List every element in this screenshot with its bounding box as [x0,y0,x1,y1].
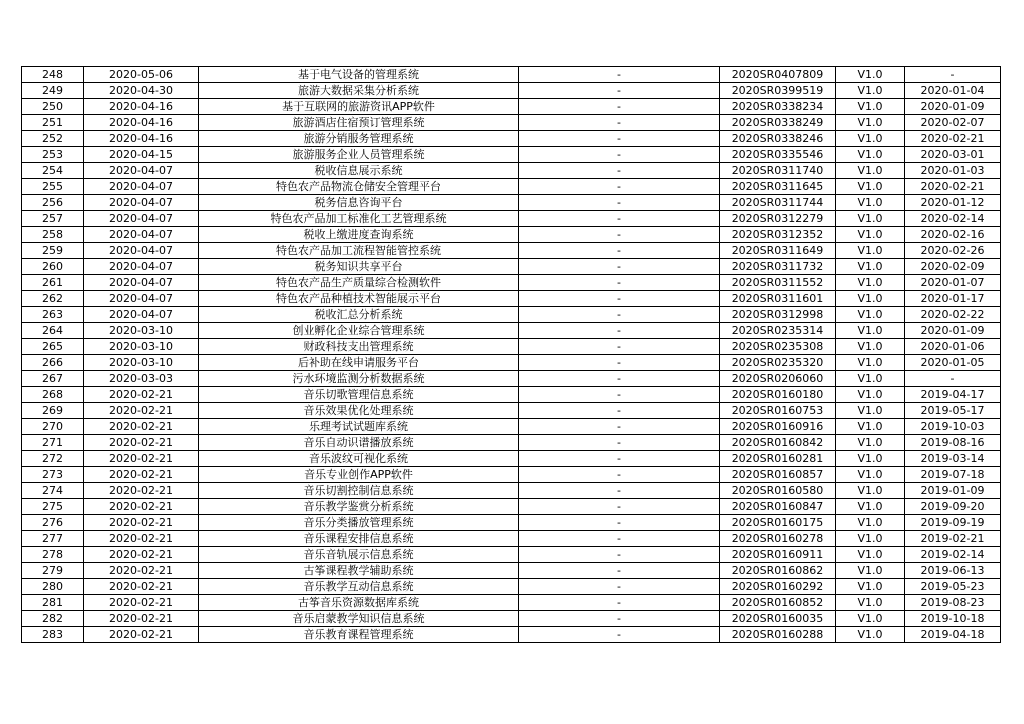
row-number: 282 [22,611,84,627]
registration-date: 2020-02-21 [84,595,199,611]
table-row [22,227,1001,243]
dash-cell: - [519,403,720,419]
row-number: 265 [22,339,84,355]
publish-date: 2020-01-12 [905,195,1001,211]
software-name: 古筝课程教学辅助系统 [199,563,519,579]
software-name: 音乐切割控制信息系统 [199,483,519,499]
version: V1.0 [836,147,905,163]
dash-cell: - [519,339,720,355]
table-row [22,403,1001,419]
software-name: 音乐教学互动信息系统 [199,579,519,595]
registration-date: 2020-04-07 [84,227,199,243]
dash-cell: - [519,147,720,163]
software-name: 音乐效果优化处理系统 [199,403,519,419]
table-row [22,579,1001,595]
registration-number: 2020SR0338246 [720,131,836,147]
row-number: 259 [22,243,84,259]
table-row [22,371,1001,387]
dash-cell: - [519,371,720,387]
dash-cell: - [519,275,720,291]
table-row [22,131,1001,147]
version: V1.0 [836,115,905,131]
registration-number: 2020SR0311732 [720,259,836,275]
version: V1.0 [836,579,905,595]
publish-date: 2019-08-16 [905,435,1001,451]
registration-number: 2020SR0312352 [720,227,836,243]
software-name: 旅游分销服务管理系统 [199,131,519,147]
row-number: 279 [22,563,84,579]
registration-date: 2020-04-16 [84,115,199,131]
version: V1.0 [836,547,905,563]
registration-number: 2020SR0160278 [720,531,836,547]
registration-date: 2020-02-21 [84,483,199,499]
version: V1.0 [836,611,905,627]
table-row [22,611,1001,627]
registration-number: 2020SR0160281 [720,451,836,467]
dash-cell: - [519,499,720,515]
row-number: 283 [22,627,84,643]
registration-date: 2020-04-07 [84,307,199,323]
registration-number: 2020SR0160753 [720,403,836,419]
version: V1.0 [836,451,905,467]
registration-date: 2020-02-21 [84,547,199,563]
publish-date: 2020-02-26 [905,243,1001,259]
software-name: 污水环境监测分析数据系统 [199,371,519,387]
version: V1.0 [836,467,905,483]
registration-date: 2020-04-07 [84,195,199,211]
dash-cell: - [519,467,720,483]
table-row [22,483,1001,499]
table-row [22,355,1001,371]
registration-date: 2020-03-10 [84,339,199,355]
table-row [22,243,1001,259]
registration-date: 2020-03-10 [84,355,199,371]
registration-number: 2020SR0160852 [720,595,836,611]
dash-cell: - [519,67,720,83]
publish-date: 2020-03-01 [905,147,1001,163]
publish-date: 2020-01-07 [905,275,1001,291]
dash-cell: - [519,291,720,307]
table-row [22,115,1001,131]
publish-date: 2019-01-09 [905,483,1001,499]
row-number: 261 [22,275,84,291]
table-row [22,419,1001,435]
registration-number: 2020SR0160916 [720,419,836,435]
version: V1.0 [836,291,905,307]
version: V1.0 [836,83,905,99]
registration-number: 2020SR0160857 [720,467,836,483]
software-name: 旅游服务企业人员管理系统 [199,147,519,163]
publish-date: 2020-02-16 [905,227,1001,243]
software-name: 音乐教育课程管理系统 [199,627,519,643]
dash-cell: - [519,211,720,227]
row-number: 250 [22,99,84,115]
publish-date: 2019-02-14 [905,547,1001,563]
publish-date: 2020-02-22 [905,307,1001,323]
version: V1.0 [836,371,905,387]
publish-date: 2020-02-14 [905,211,1001,227]
table-row [22,323,1001,339]
version: V1.0 [836,435,905,451]
publish-date: 2019-04-17 [905,387,1001,403]
version: V1.0 [836,531,905,547]
software-copyright-table [21,66,1001,643]
registration-date: 2020-04-07 [84,211,199,227]
row-number: 263 [22,307,84,323]
table-row [22,499,1001,515]
software-name: 创业孵化企业综合管理系统 [199,323,519,339]
table-row [22,195,1001,211]
registration-number: 2020SR0235320 [720,355,836,371]
software-name: 旅游酒店住宿预订管理系统 [199,115,519,131]
registration-number: 2020SR0160842 [720,435,836,451]
registration-date: 2020-02-21 [84,579,199,595]
table-row [22,531,1001,547]
registration-number: 2020SR0160580 [720,483,836,499]
registration-date: 2020-02-21 [84,451,199,467]
publish-date: 2020-01-05 [905,355,1001,371]
publish-date: - [905,371,1001,387]
version: V1.0 [836,195,905,211]
publish-date: 2019-10-03 [905,419,1001,435]
table-row [22,259,1001,275]
software-name: 特色农产品种植技术智能展示平台 [199,291,519,307]
dash-cell: - [519,531,720,547]
software-name: 税务知识共享平台 [199,259,519,275]
version: V1.0 [836,323,905,339]
registration-date: 2020-05-06 [84,67,199,83]
row-number: 260 [22,259,84,275]
registration-date: 2020-02-21 [84,435,199,451]
table-row [22,291,1001,307]
registration-date: 2020-02-21 [84,627,199,643]
publish-date: 2019-05-17 [905,403,1001,419]
row-number: 254 [22,163,84,179]
registration-number: 2020SR0311645 [720,179,836,195]
software-name: 音乐分类播放管理系统 [199,515,519,531]
row-number: 273 [22,467,84,483]
registration-number: 2020SR0311744 [720,195,836,211]
registration-number: 2020SR0312279 [720,211,836,227]
dash-cell: - [519,99,720,115]
registration-date: 2020-03-10 [84,323,199,339]
dash-cell: - [519,83,720,99]
publish-date: 2020-01-09 [905,99,1001,115]
dash-cell: - [519,611,720,627]
registration-number: 2020SR0160292 [720,579,836,595]
row-number: 272 [22,451,84,467]
publish-date: 2020-01-03 [905,163,1001,179]
registration-date: 2020-03-03 [84,371,199,387]
dash-cell: - [519,307,720,323]
dash-cell: - [519,563,720,579]
row-number: 274 [22,483,84,499]
publish-date: 2019-07-18 [905,467,1001,483]
registration-date: 2020-02-21 [84,611,199,627]
version: V1.0 [836,67,905,83]
dash-cell: - [519,355,720,371]
table-row [22,627,1001,643]
table-row [22,547,1001,563]
registration-number: 2020SR0311601 [720,291,836,307]
version: V1.0 [836,483,905,499]
registration-number: 2020SR0312998 [720,307,836,323]
dash-cell: - [519,243,720,259]
publish-date: 2019-05-23 [905,579,1001,595]
row-number: 268 [22,387,84,403]
registration-number: 2020SR0160035 [720,611,836,627]
table-row [22,387,1001,403]
software-name: 基于电气设备的管理系统 [199,67,519,83]
software-name: 音乐启蒙教学知识信息系统 [199,611,519,627]
row-number: 249 [22,83,84,99]
software-name: 基于互联网的旅游资讯APP软件 [199,99,519,115]
software-name: 税收信息展示系统 [199,163,519,179]
registration-date: 2020-02-21 [84,515,199,531]
registration-number: 2020SR0311552 [720,275,836,291]
table-row [22,307,1001,323]
row-number: 255 [22,179,84,195]
registration-date: 2020-02-21 [84,467,199,483]
publish-date: 2019-09-20 [905,499,1001,515]
registration-date: 2020-02-21 [84,387,199,403]
version: V1.0 [836,243,905,259]
dash-cell: - [519,227,720,243]
table-row [22,67,1001,83]
registration-number: 2020SR0338249 [720,115,836,131]
version: V1.0 [836,595,905,611]
registration-number: 2020SR0335546 [720,147,836,163]
registration-date: 2020-02-21 [84,499,199,515]
row-number: 253 [22,147,84,163]
dash-cell: - [519,259,720,275]
dash-cell: - [519,547,720,563]
registration-date: 2020-04-16 [84,131,199,147]
publish-date: 2020-01-17 [905,291,1001,307]
row-number: 252 [22,131,84,147]
registration-number: 2020SR0399519 [720,83,836,99]
registration-date: 2020-04-16 [84,99,199,115]
registration-number: 2020SR0160175 [720,515,836,531]
version: V1.0 [836,227,905,243]
row-number: 266 [22,355,84,371]
software-name: 音乐自动识谱播放系统 [199,435,519,451]
publish-date: 2019-06-13 [905,563,1001,579]
software-name: 音乐波纹可视化系统 [199,451,519,467]
registration-date: 2020-02-21 [84,403,199,419]
dash-cell: - [519,595,720,611]
software-name: 财政科技支出管理系统 [199,339,519,355]
software-name: 特色农产品加工流程智能管控系统 [199,243,519,259]
row-number: 262 [22,291,84,307]
registration-date: 2020-02-21 [84,419,199,435]
row-number: 267 [22,371,84,387]
dash-cell: - [519,195,720,211]
registration-date: 2020-04-15 [84,147,199,163]
registration-date: 2020-04-07 [84,243,199,259]
row-number: 271 [22,435,84,451]
version: V1.0 [836,211,905,227]
registration-date: 2020-04-07 [84,259,199,275]
row-number: 251 [22,115,84,131]
publish-date: 2019-10-18 [905,611,1001,627]
table-row [22,179,1001,195]
software-name: 乐理考试试题库系统 [199,419,519,435]
version: V1.0 [836,627,905,643]
version: V1.0 [836,339,905,355]
registration-date: 2020-02-21 [84,531,199,547]
dash-cell: - [519,115,720,131]
software-name: 音乐音轨展示信息系统 [199,547,519,563]
registration-number: 2020SR0311649 [720,243,836,259]
version: V1.0 [836,275,905,291]
publish-date: 2020-02-07 [905,115,1001,131]
version: V1.0 [836,355,905,371]
table-body [22,67,1001,643]
publish-date: 2019-03-14 [905,451,1001,467]
table-row [22,435,1001,451]
registration-number: 2020SR0160180 [720,387,836,403]
row-number: 278 [22,547,84,563]
software-name: 古筝音乐资源数据库系统 [199,595,519,611]
software-name: 特色农产品生产质量综合检测软件 [199,275,519,291]
registration-number: 2020SR0235308 [720,339,836,355]
registration-number: 2020SR0235314 [720,323,836,339]
registration-number: 2020SR0160847 [720,499,836,515]
version: V1.0 [836,163,905,179]
registration-date: 2020-04-30 [84,83,199,99]
version: V1.0 [836,419,905,435]
publish-date: 2020-02-09 [905,259,1001,275]
version: V1.0 [836,179,905,195]
dash-cell: - [519,179,720,195]
table-row [22,595,1001,611]
dash-cell: - [519,515,720,531]
publish-date: - [905,67,1001,83]
publish-date: 2020-02-21 [905,131,1001,147]
version: V1.0 [836,515,905,531]
table-row [22,451,1001,467]
row-number: 275 [22,499,84,515]
dash-cell: - [519,579,720,595]
software-name: 旅游大数据采集分析系统 [199,83,519,99]
dash-cell: - [519,323,720,339]
dash-cell: - [519,435,720,451]
dash-cell: - [519,483,720,499]
dash-cell: - [519,163,720,179]
software-name: 音乐专业创作APP软件 [199,467,519,483]
table-row [22,163,1001,179]
software-name: 音乐课程安排信息系统 [199,531,519,547]
registration-date: 2020-02-21 [84,563,199,579]
version: V1.0 [836,259,905,275]
table-row [22,339,1001,355]
dash-cell: - [519,627,720,643]
dash-cell: - [519,451,720,467]
row-number: 248 [22,67,84,83]
table-row [22,211,1001,227]
table-row [22,275,1001,291]
version: V1.0 [836,403,905,419]
version: V1.0 [836,563,905,579]
dash-cell: - [519,419,720,435]
row-number: 280 [22,579,84,595]
table-row [22,99,1001,115]
publish-date: 2020-02-21 [905,179,1001,195]
version: V1.0 [836,307,905,323]
version: V1.0 [836,131,905,147]
software-name: 后补助在线申请服务平台 [199,355,519,371]
registration-number: 2020SR0338234 [720,99,836,115]
registration-date: 2020-04-07 [84,163,199,179]
row-number: 264 [22,323,84,339]
registration-number: 2020SR0160862 [720,563,836,579]
row-number: 256 [22,195,84,211]
row-number: 281 [22,595,84,611]
row-number: 276 [22,515,84,531]
registration-number: 2020SR0407809 [720,67,836,83]
publish-date: 2020-01-04 [905,83,1001,99]
registration-number: 2020SR0311740 [720,163,836,179]
version: V1.0 [836,387,905,403]
registration-date: 2020-04-07 [84,275,199,291]
registration-number: 2020SR0160911 [720,547,836,563]
table-row [22,563,1001,579]
registration-date: 2020-04-07 [84,291,199,307]
row-number: 270 [22,419,84,435]
software-name: 税收上缴进度查询系统 [199,227,519,243]
software-name: 特色农产品物流仓储安全管理平台 [199,179,519,195]
publish-date: 2019-02-21 [905,531,1001,547]
row-number: 257 [22,211,84,227]
registration-number: 2020SR0160288 [720,627,836,643]
table-row [22,467,1001,483]
registration-number: 2020SR0206060 [720,371,836,387]
dash-cell: - [519,131,720,147]
software-name: 税收汇总分析系统 [199,307,519,323]
dash-cell: - [519,387,720,403]
publish-date: 2020-01-06 [905,339,1001,355]
software-name: 音乐切歌管理信息系统 [199,387,519,403]
publish-date: 2019-08-23 [905,595,1001,611]
row-number: 258 [22,227,84,243]
software-name: 税务信息咨询平台 [199,195,519,211]
version: V1.0 [836,499,905,515]
table-row [22,83,1001,99]
registration-date: 2020-04-07 [84,179,199,195]
table-row [22,515,1001,531]
row-number: 277 [22,531,84,547]
software-name: 特色农产品加工标准化工艺管理系统 [199,211,519,227]
row-number: 269 [22,403,84,419]
version: V1.0 [836,99,905,115]
software-name: 音乐教学鉴赏分析系统 [199,499,519,515]
publish-date: 2020-01-09 [905,323,1001,339]
table-row [22,147,1001,163]
publish-date: 2019-09-19 [905,515,1001,531]
publish-date: 2019-04-18 [905,627,1001,643]
